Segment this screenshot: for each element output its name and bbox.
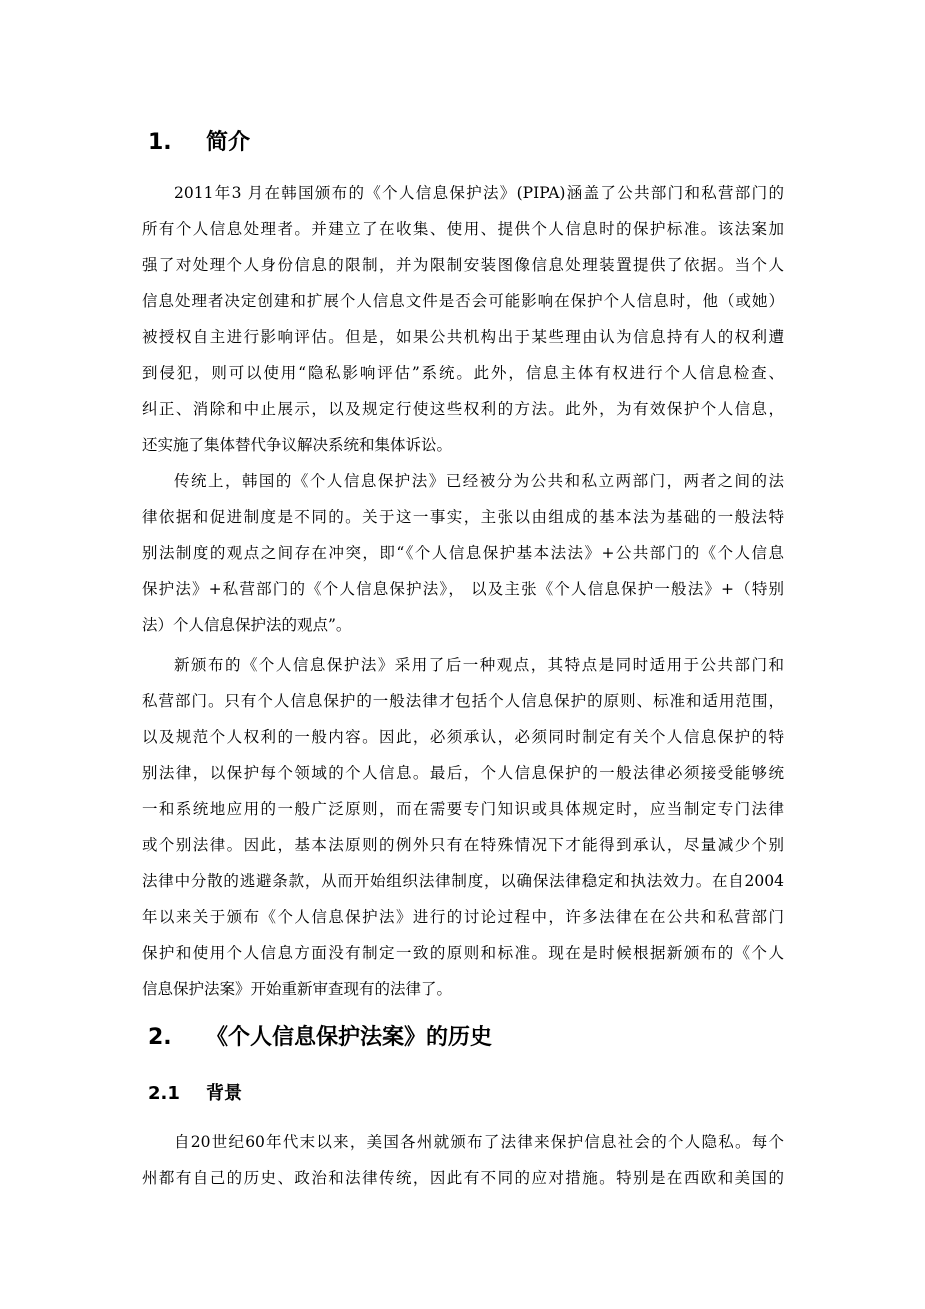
text-line: 所有个人信息处理者。并建立了在收集、使用、提供个人信息时的保护标准。该法案加 (142, 220, 784, 238)
text-line: 或个别法律。因此，基本法原则的例外只有在特殊情况下才能得到承认，尽量减少个别 (142, 836, 784, 854)
text-line: 强了对处理个人身份信息的限制，并为限制安装图像信息处理装置提供了依据。当个人 (142, 256, 784, 274)
text-line: 信息处理者决定创建和扩展个人信息文件是否会可能影响在保护个人信息时，他（或她） (142, 292, 784, 310)
section-title: 简介 (206, 130, 251, 155)
section-2-heading (148, 1020, 492, 1056)
text-line: 新颁布的《个人信息保护法》采用了后一种观点，其特点是同时适用于公共部门和 (174, 656, 784, 674)
section-title: 《个人信息保护法案》的历史 (206, 1025, 493, 1050)
text-line: 别法律，以保护每个领域的个人信息。最后，个人信息保护的一般法律必须接受能够统 (142, 764, 784, 782)
text-line: 法律中分散的逃避条款，从而开始组织法律制度，以确保法律稳定和执法效力。在自2004 (142, 872, 784, 890)
text-line: 传统上，韩国的《个人信息保护法》已经被分为公共和私立两部门，两者之间的法 (174, 472, 784, 490)
text-line: 信息保护法案》开始重新审查现有的法律了。 (142, 980, 453, 998)
text-line: 别法制度的观点之间存在冲突，即“《个人信息保护基本法法》+公共部门的《个人信息 (142, 544, 784, 562)
text-line: 以及规范个人权利的一般内容。因此，必须承认，必须同时制定有关个人信息保护的特 (142, 728, 784, 746)
text-line: 私营部门。只有个人信息保护的一般法律才包括个人信息保护的原则、标准和适用范围， (142, 692, 784, 710)
text-line: 法）个人信息保护法的观点”。 (142, 616, 352, 634)
text-line: 保护法》+私营部门的《个人信息保护法》， 以及主张《个人信息保护一般法》+（特别 (142, 580, 784, 598)
text-line: 一和系统地应用的一般广泛原则，而在需要专门知识或具体规定时，应当制定专门法律 (142, 800, 784, 818)
text-line: 律依据和促进制度是不同的。关于这一事实，主张以由组成的基本法为基础的一般法特 (142, 508, 784, 526)
text-line: 2011年3 月在韩国颁布的《个人信息保护法》(PIPA)涵盖了公共部门和私营部门的 (174, 184, 784, 202)
section-2-1-heading (148, 1079, 242, 1109)
section-title: 背景 (206, 1083, 242, 1104)
text-line: 被授权自主进行影响评估。但是，如果公共机构出于某些理由认为信息持有人的权利遭 (142, 328, 784, 346)
text-line: 自20世纪60年代末以来，美国各州就颁布了法律来保护信息社会的个人隐私。每个 (174, 1133, 784, 1151)
text-line: 到侵犯，则可以使用“隐私影响评估”系统。此外，信息主体有权进行个人信息检查、 (142, 364, 784, 382)
section-number: 1. (148, 130, 172, 155)
text-line: 保护和使用个人信息方面没有制定一致的原则和标准。现在是时候根据新颁布的《个人 (142, 944, 784, 962)
section-number: 2.1 (148, 1083, 180, 1104)
text-line: 还实施了集体替代争议解决系统和集体诉讼。 (142, 436, 453, 454)
text-line: 州都有自己的历史、政治和法律传统，因此有不同的应对措施。特别是在西欧和美国的 (142, 1169, 784, 1187)
section-number: 2. (148, 1025, 172, 1050)
text-line: 纠正、消除和中止展示，以及规定行使这些权利的方法。此外，为有效保护个人信息， (142, 400, 784, 418)
section-1-heading (148, 125, 250, 161)
text-line: 年以来关于颁布《个人信息保护法》进行的讨论过程中，许多法律在在公共和私营部门 (142, 908, 784, 926)
